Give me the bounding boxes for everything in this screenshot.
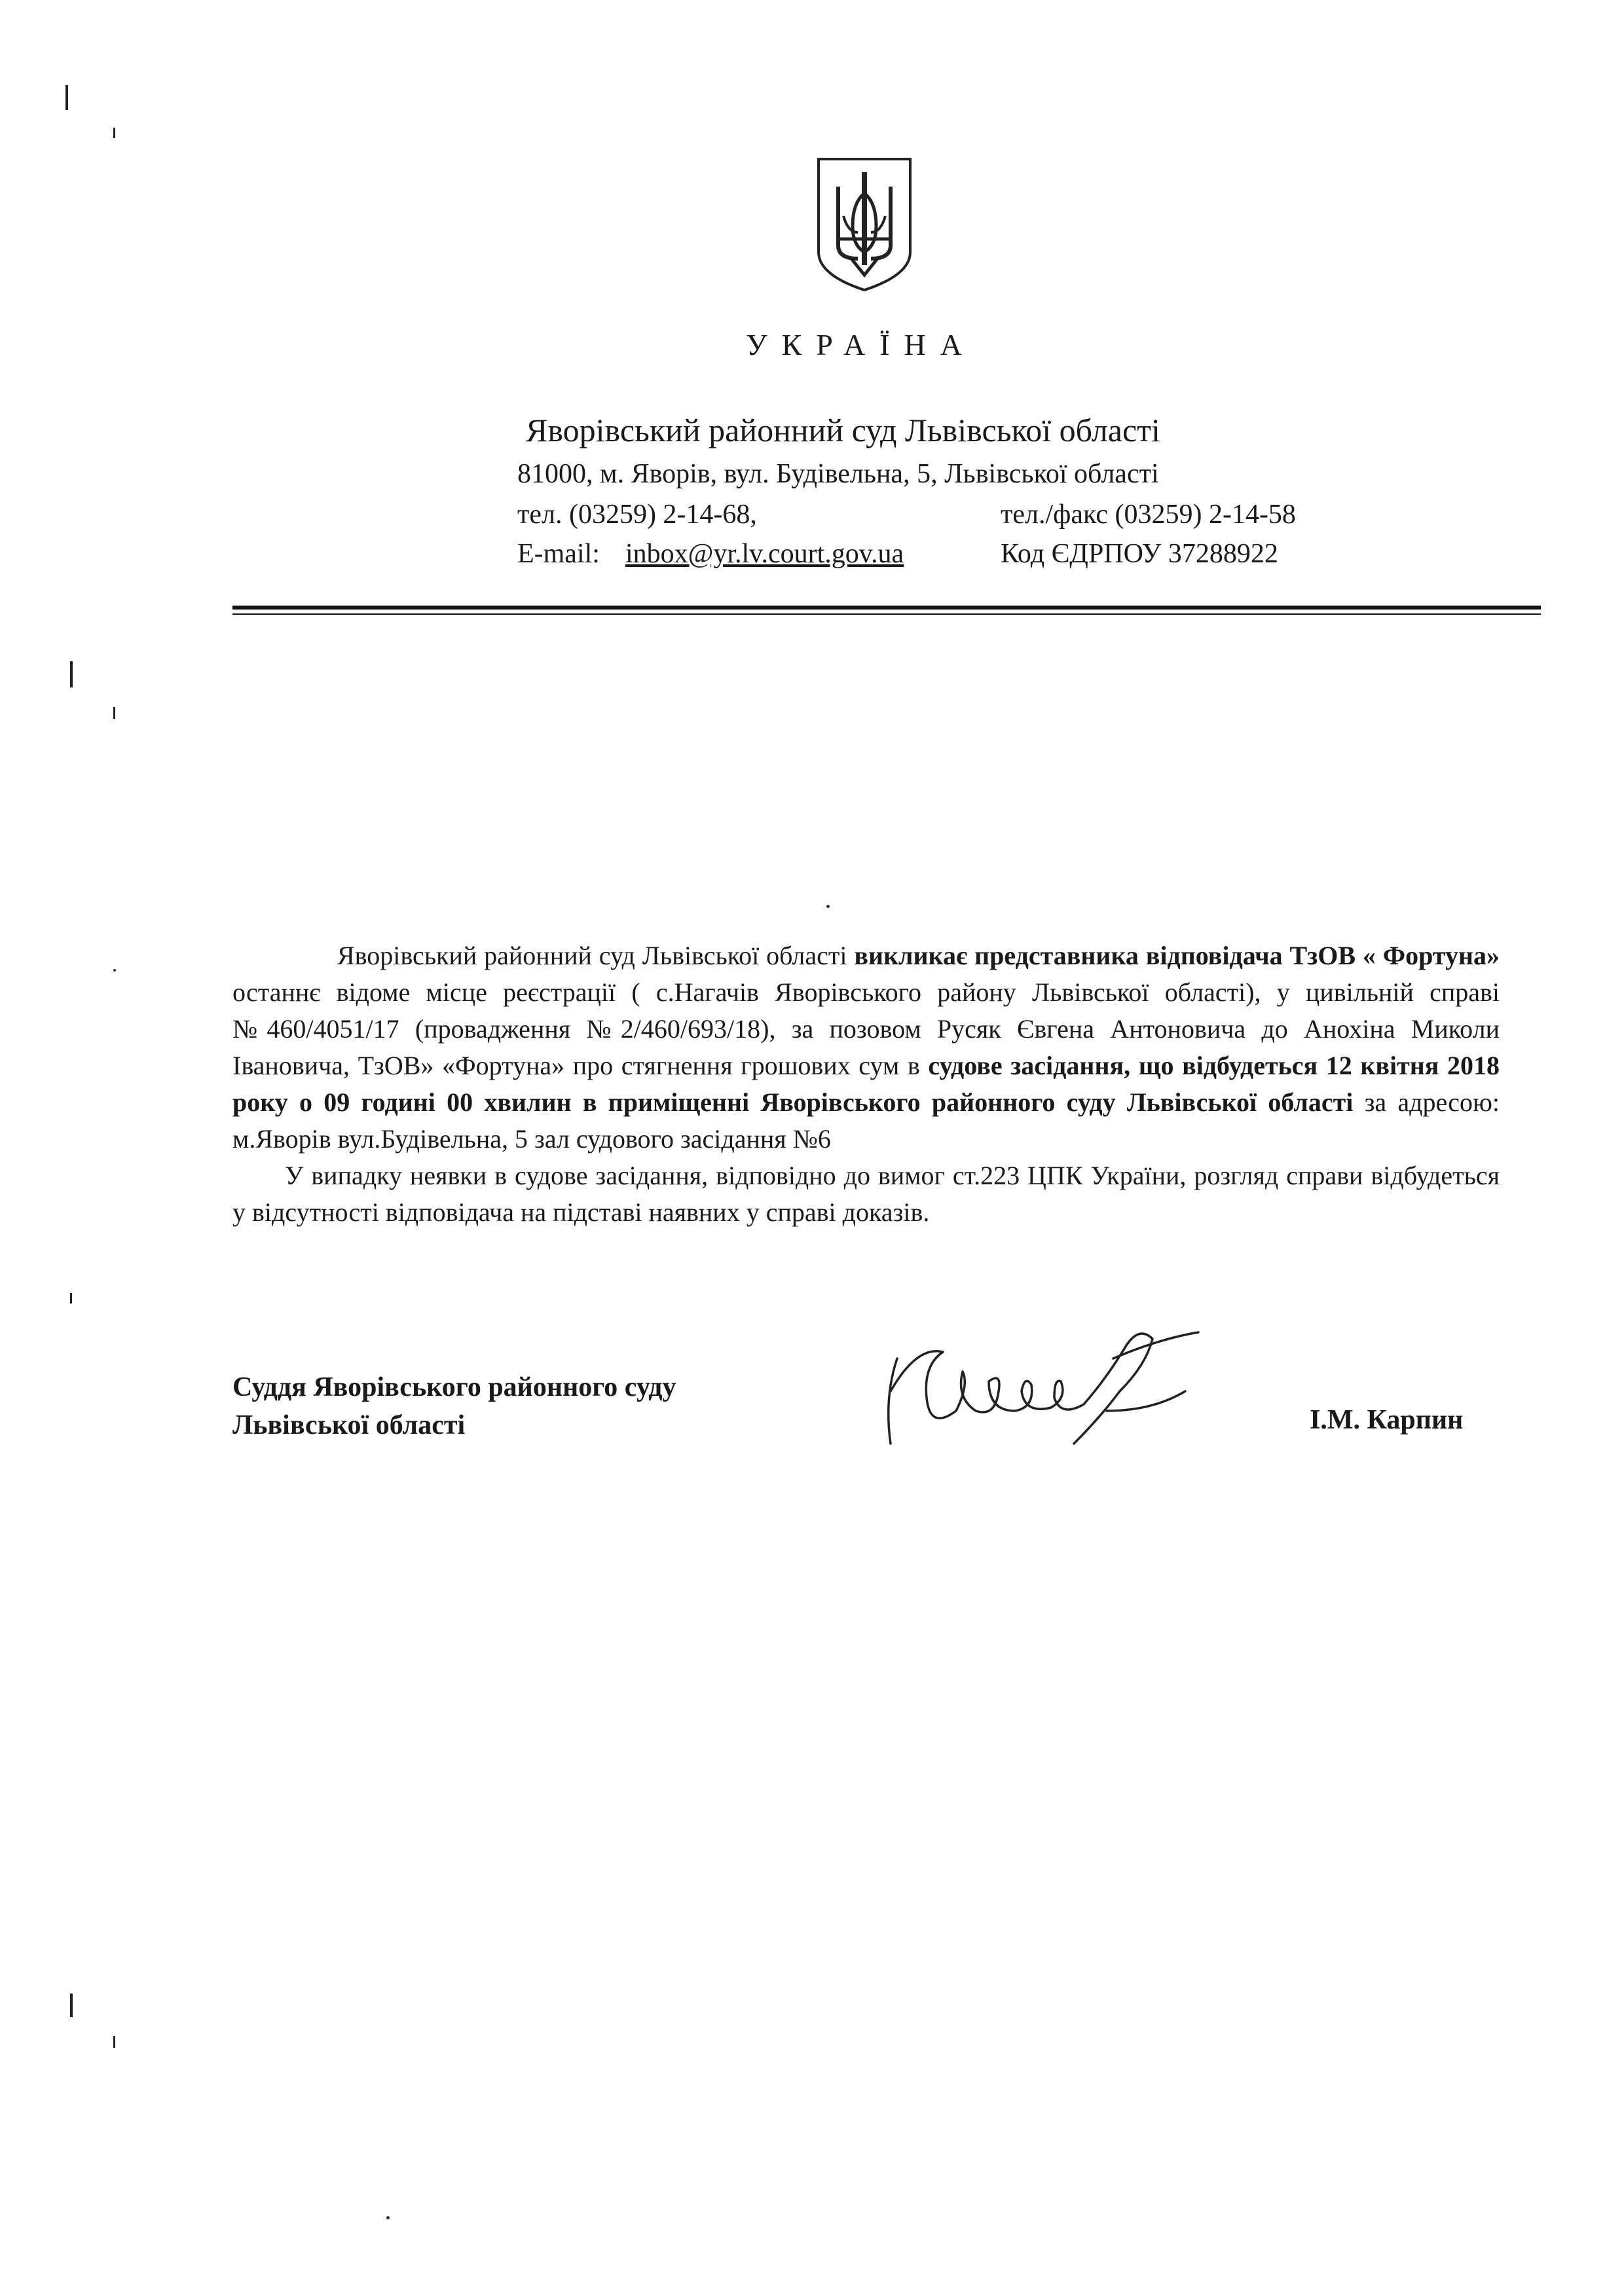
text-run: за адресою: м.Яворів вул.Будівельна, 5 зал судового засідання №6 (232, 1087, 1500, 1154)
scan-dot (113, 969, 116, 972)
coat-of-arms-icon (812, 154, 917, 295)
phone: тел. (03259) 2-14-68, (517, 500, 757, 530)
header-rule (232, 606, 1541, 610)
letter-body (232, 938, 1500, 1231)
scan-mark (113, 707, 115, 719)
country-title: УКРАЇНА (746, 328, 976, 361)
summons-paragraph (232, 938, 1500, 1157)
scan-dot (386, 2216, 390, 2219)
text-run: Яворівський районний суд Львівської області (337, 941, 855, 970)
email-label: E-mail: (517, 539, 600, 569)
nonappearance-paragraph: У випадку неявки в судове засідання, відповідно до вимог ст.223 ЦПК України, розгляд справи відбудеться у відсутності відповідача на підставі наявних у справі доказів. (232, 1161, 1500, 1227)
signature-icon (858, 1319, 1225, 1457)
judge-name: І.М. Карпин (1310, 1405, 1464, 1435)
scan-dot (826, 905, 830, 908)
scan-mark (70, 1994, 73, 2017)
scan-mark (70, 1293, 72, 1303)
edrpou-code: Код ЄДРПОУ 37288922 (1001, 539, 1278, 569)
header-rule-thin (232, 613, 1541, 615)
court-name: Яворівський районний суд Львівської області (526, 412, 1160, 448)
scan-mark (113, 128, 115, 138)
judge-title-line: Суддя Яворівського районного суду (232, 1372, 676, 1402)
judge-title (232, 1368, 676, 1444)
bold-text-run: викликає представника відповідача ТзОВ « Фортуна» (854, 941, 1500, 970)
court-address: 81000, м. Яворів, вул. Будівельна, 5, Львівської області (517, 459, 1159, 489)
bold-text-run: судове засідання, що відбудеться 12 квітня 2018 року о 09 годині 00 хвилин в приміщенні Яворівського районного суду Львівської області (232, 1051, 1500, 1117)
fax: тел./факс (03259) 2-14-58 (1001, 500, 1296, 530)
text-run: останнє відоме місце реєстрації ( с.Нагачів Яворівського району Львівської області), у цивільній справі №460/4051/17 (провадження №2/460/693/18), за позовом Русяк Євгена Антоновича до Анохіна Миколи Івановича, ТзОВ» «Фортуна» про стягнення грошових сум в (232, 977, 1500, 1080)
email-link[interactable]: inbox@yr.lv.court.gov.ua (625, 539, 904, 569)
scan-mark (65, 85, 68, 110)
judge-title-line: Львівської області (232, 1410, 466, 1440)
scan-mark (113, 2036, 115, 2048)
scan-mark (70, 661, 73, 687)
